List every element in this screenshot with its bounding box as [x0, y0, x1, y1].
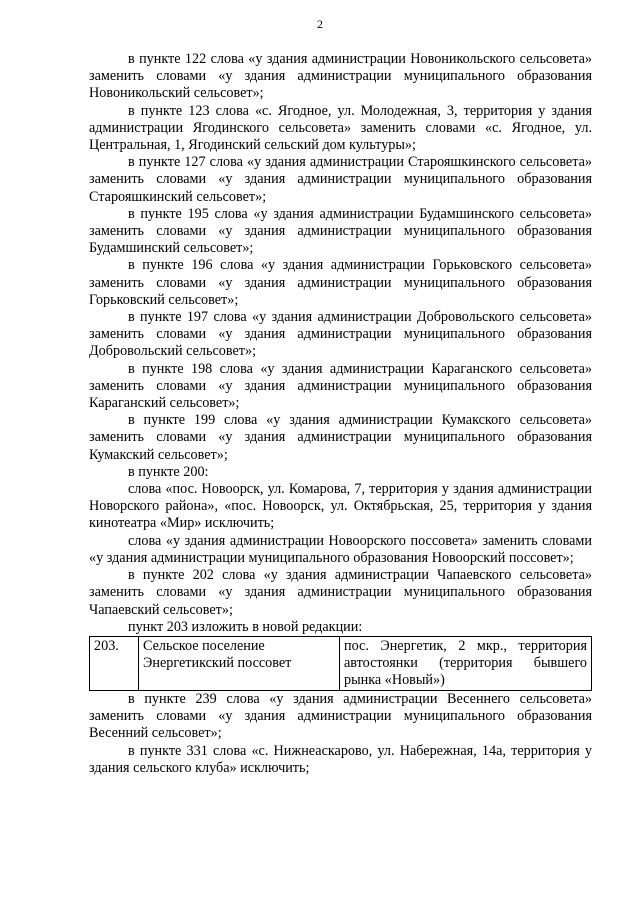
- paragraph: в пункте 198 слова «у здания администрации Караганского сельсовета» заменить словами «у здания администрации муниципального образования Караганский сельсовет»;: [89, 360, 592, 412]
- paragraph: в пункте 202 слова «у здания администрации Чапаевского сельсовета» заменить словами «у здания администрации муниципального образования Чапаевский сельсовет»;: [89, 567, 592, 618]
- paragraph: в пункте 123 слова «с. Ягодное, ул. Молодежная, 3, территория у здания администрации Ягодинского сельсовета» заменить словами «с. Ягодное, ул. Центральная, 1, Ягодинский сельский дом культуры»;: [89, 102, 592, 154]
- paragraph: слова «пос. Новоорск, ул. Комарова, 7, территория у здания администрации Новорского района», «пос. Новоорск, ул. Октябрьская, 25, территория у здания кинотеатра «Мир» исключить;: [89, 481, 592, 532]
- table-cell-name: Сельское поселение Энергетикский поссовет: [139, 636, 340, 690]
- paragraph: в пункте 331 слова «с. Нижнеаскарово, ул. Набережная, 14а, территория у здания сельского клуба» исключить;: [89, 742, 592, 776]
- table-cell-number: 203.: [90, 636, 139, 690]
- paragraph: в пункте 195 слова «у здания администрации Будамшинского сельсовета» заменить словами «у здания администрации муниципального образования Будамшинский сельсовет»;: [89, 205, 592, 257]
- amendment-table: [89, 636, 592, 691]
- paragraph: в пункте 200:: [128, 463, 209, 480]
- page-number: 2: [317, 17, 323, 31]
- paragraph: слова «у здания администрации Новоорского поссовета» заменить словами «у здания администрации муниципального образования Новоорский поссовет»;: [89, 532, 592, 566]
- paragraph: в пункте 197 слова «у здания администрации Добровольского сельсовета» заменить словами «у здания администрации муниципального образования Добровольский сельсовет»;: [89, 309, 592, 360]
- table-cell-location: пос. Энергетик, 2 мкр., территория автостоянки (территория бывшего рынка «Новый»): [340, 636, 592, 690]
- paragraph: в пункте 127 слова «у здания администрации Старояшкинского сельсовета» заменить словами «у здания администрации муниципального образования Старояшкинский сельсовет»;: [89, 154, 592, 205]
- table-row: [90, 636, 592, 690]
- paragraph: в пункте 199 слова «у здания администрации Кумакского сельсовета» заменить словами «у здания администрации муниципального образования Кумакский сельсовет»;: [89, 412, 592, 463]
- paragraph: в пункте 239 слова «у здания администрации Весеннего сельсовета» заменить словами «у здания администрации муниципального образования Весенний сельсовет»;: [89, 690, 592, 742]
- paragraph: в пункте 196 слова «у здания администрации Горьковского сельсовета» заменить словами «у здания администрации муниципального образования Горьковский сельсовет»;: [89, 257, 592, 308]
- document-body: [89, 51, 592, 777]
- paragraph: пункт 203 изложить в новой редакции:: [128, 618, 363, 635]
- paragraph: в пункте 122 слова «у здания администрации Новоникольского сельсовета» заменить словами «у здания администрации муниципального образования Новоникольский сельсовет»;: [89, 51, 592, 102]
